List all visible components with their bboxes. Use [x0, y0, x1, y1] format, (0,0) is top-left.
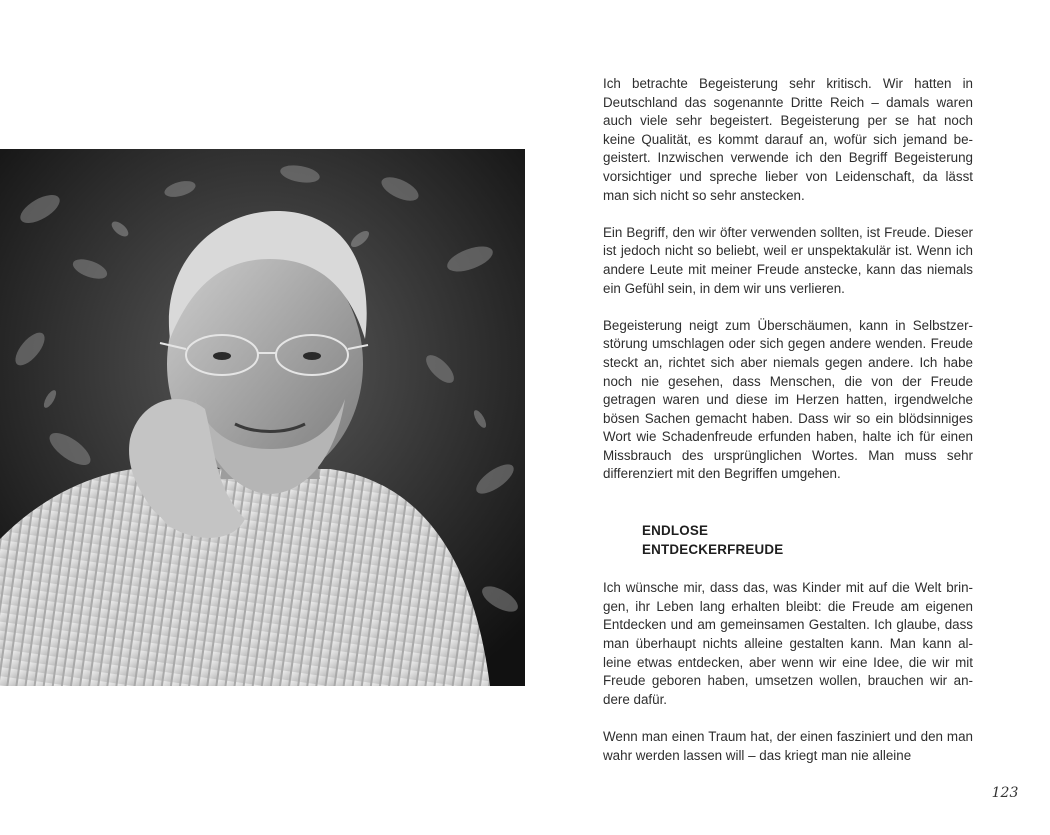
- paragraph-3: Begeisterung neigt zum Überschäumen, kann in Selbstzerstörung umschlagen oder sich gegen andere wenden. Freude steckt an, richtet sich aber niemals gegen andere. Ich habe noch nie gesehen, dass Menschen, die von der Freude getragen waren und diese im Herzen hatten, irgendwelche bösen Sachen gemacht haben. Dass wir so ein blödsinniges Wort wie Schadenfreude erfunden haben, halte ich für einen Missbrauch des ursprünglichen Wortes. Man muss sehr differenziert mit den Begriffen umgehen.: [603, 317, 973, 482]
- paragraph-5: Wenn man einen Traum hat, der einen fasziniert und den man wahr werden lassen will – das kriegt man nie alleine: [603, 729, 973, 763]
- text-column: [603, 75, 973, 784]
- section-heading-line-2: ENTDECKERFREUDE: [642, 541, 784, 557]
- paragraph-4: Ich wünsche mir, dass das, was Kinder mit auf die Welt bringen, ihr Leben lang erhalten bleibt: die Freude am eigenen Entdecken und am gemeinsamen Gestalten. Ich glaube, dass man überhaupt nichts alleine gestalten kann. Man kann alleine etwas entdecken, aber wenn wir eine Idee, die wir mit Freude geboren haben, umsetzen wollen, brauchen wir andere dafür.: [603, 580, 973, 707]
- section-heading: [642, 522, 973, 559]
- portrait-photo-icon: [0, 149, 525, 686]
- paragraph-1: Ich betrachte Begeisterung sehr kritisch. Wir hatten in Deutschland das sogenannte Dritte Reich – damals waren auch viele sehr begeistert. Begeisterung per se hat noch keine Qualität, es kommt darauf an, wofür sich jemand begeistert. Inzwischen verwende ich den Begriff Begeisterung vorsichtiger und spreche lieber von Leidenschaft, da lässt man sich nicht so sehr anstecken.: [603, 76, 973, 203]
- section-heading-line-1: ENDLOSE: [642, 523, 709, 539]
- page-number: 123: [991, 785, 1019, 801]
- portrait-photo: [0, 149, 525, 686]
- paragraph-2: Ein Begriff, den wir öfter verwenden sollten, ist Freude. Dieser ist jedoch nicht so beliebt, weil er unspektakulär ist. Wenn ich andere Leute mit meiner Freude anstecke, kann das niemals ein Gefühl sein, in dem wir uns verlieren.: [603, 224, 973, 296]
